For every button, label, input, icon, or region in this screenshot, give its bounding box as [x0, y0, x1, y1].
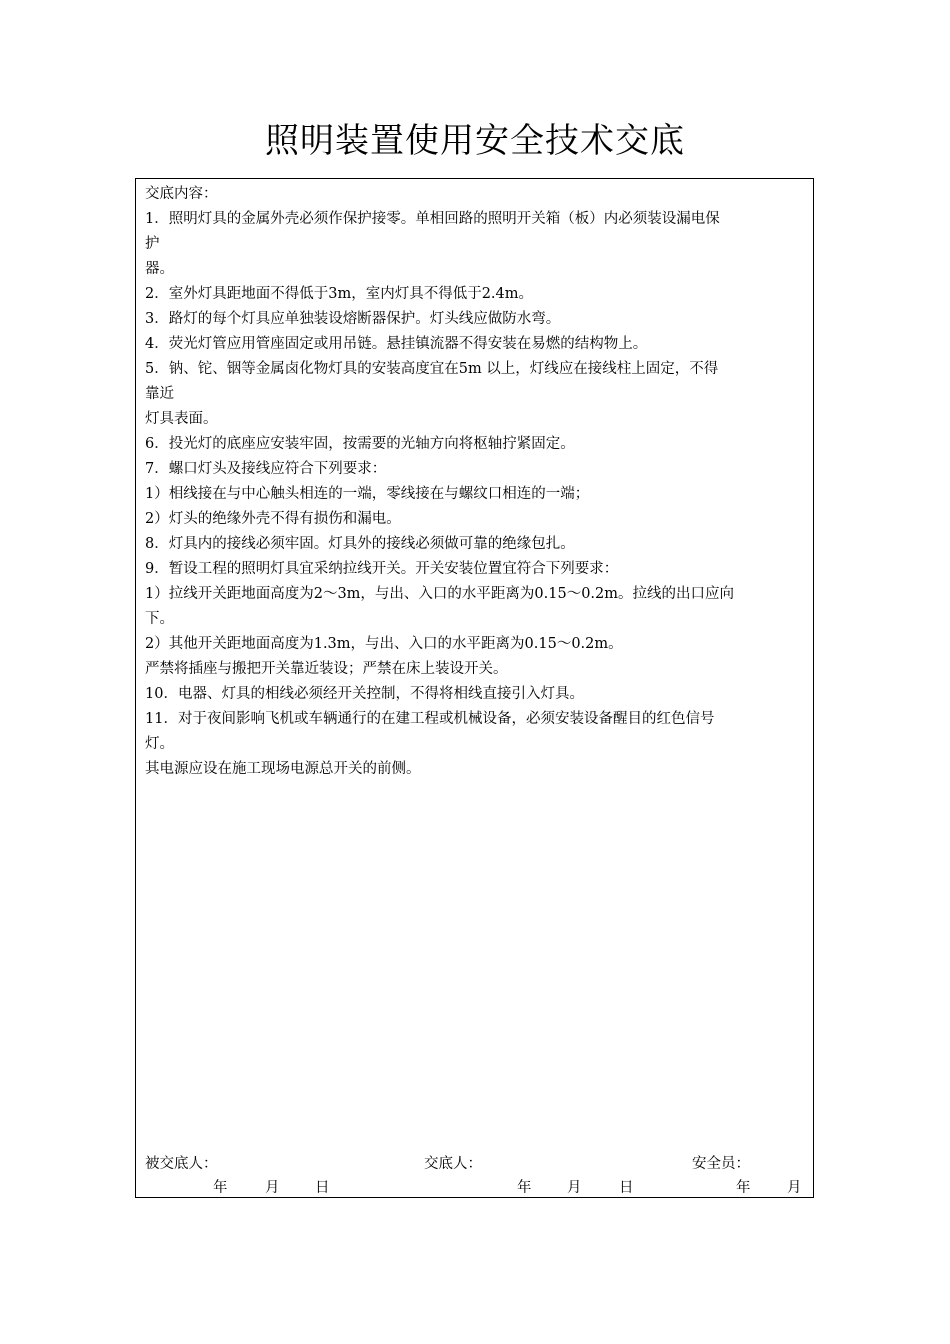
content-line: 1．照明灯具的金属外壳必须作保护接零。单相回路的照明开关箱（板）内必须装设漏电保: [145, 211, 720, 227]
recipient-date-month: 月: [265, 1180, 280, 1196]
safety-officer-label: 安全员：: [692, 1156, 750, 1172]
content-line: 严禁将插座与搬把开关靠近装设；严禁在床上装设开关。: [145, 661, 508, 677]
discloser-label: 交底人：: [424, 1156, 482, 1172]
page-title: 照明装置使用安全技术交底: [265, 121, 685, 161]
content-line: 2．室外灯具距地面不得低于3m，室内灯具不得低于2.4m。: [145, 286, 534, 302]
content-line: 交底内容：: [145, 186, 218, 202]
discloser-date-year: 年: [517, 1180, 532, 1196]
recipient-label: 被交底人：: [145, 1156, 218, 1172]
content-line: 1）拉线开关距地面高度为2～3m，与出、入口的水平距离为0.15～0.2m。拉线的出口应向: [145, 586, 735, 602]
content-line: 4．荧光灯管应用管座固定或用吊链。悬挂镇流器不得安装在易燃的结构物上。: [145, 336, 648, 352]
content-line: 下。: [145, 611, 174, 627]
content-line: 护: [145, 236, 160, 252]
content-line: 器。: [145, 261, 174, 277]
content-line: 5．钠、铊、铟等金属卤化物灯具的安装高度宜在5m 以上，灯线应在接线柱上固定，不得: [145, 361, 719, 377]
content-line: 6．投光灯的底座应安装牢固，按需要的光轴方向将枢轴拧紧固定。: [145, 436, 575, 452]
content-line: 8．灯具内的接线必须牢固。灯具外的接线必须做可靠的绝缘包扎。: [145, 536, 575, 552]
content-line: 3．路灯的每个灯具应单独装设熔断器保护。灯头线应做防水弯。: [145, 311, 561, 327]
disclosure-table: [135, 178, 814, 1198]
content-line: 10．电器、灯具的相线必须经开关控制，不得将相线直接引入灯具。: [145, 686, 584, 702]
content-line: 灯具表面。: [145, 411, 218, 427]
safety-date-year: 年: [736, 1180, 751, 1196]
content-line: 其电源应设在施工现场电源总开关的前侧。: [145, 761, 421, 777]
safety-date-month: 月: [787, 1180, 802, 1196]
recipient-date-day: 日: [315, 1180, 330, 1196]
discloser-date-month: 月: [567, 1180, 582, 1196]
discloser-date-day: 日: [619, 1180, 634, 1196]
content-line: 灯。: [145, 736, 174, 752]
content-line: 2）灯头的绝缘外壳不得有损伤和漏电。: [145, 511, 401, 527]
content-line: 1）相线接在与中心触头相连的一端，零线接在与螺纹口相连的一端；: [145, 486, 590, 502]
disclosure-content: [145, 182, 807, 782]
recipient-date-year: 年: [213, 1180, 228, 1196]
content-line: 2）其他开关距地面高度为1.3m，与出、入口的水平距离为0.15～0.2m。: [145, 636, 623, 652]
content-line: 靠近: [145, 386, 174, 402]
content-line: 7．螺口灯头及接线应符合下列要求：: [145, 461, 387, 477]
content-line: 9．暂设工程的照明灯具宜采纳拉线开关。开关安装位置宜符合下列要求：: [145, 561, 619, 577]
content-line: 11．对于夜间影响飞机或车辆通行的在建工程或机械设备，必须安装设备醒目的红色信号: [145, 711, 715, 727]
